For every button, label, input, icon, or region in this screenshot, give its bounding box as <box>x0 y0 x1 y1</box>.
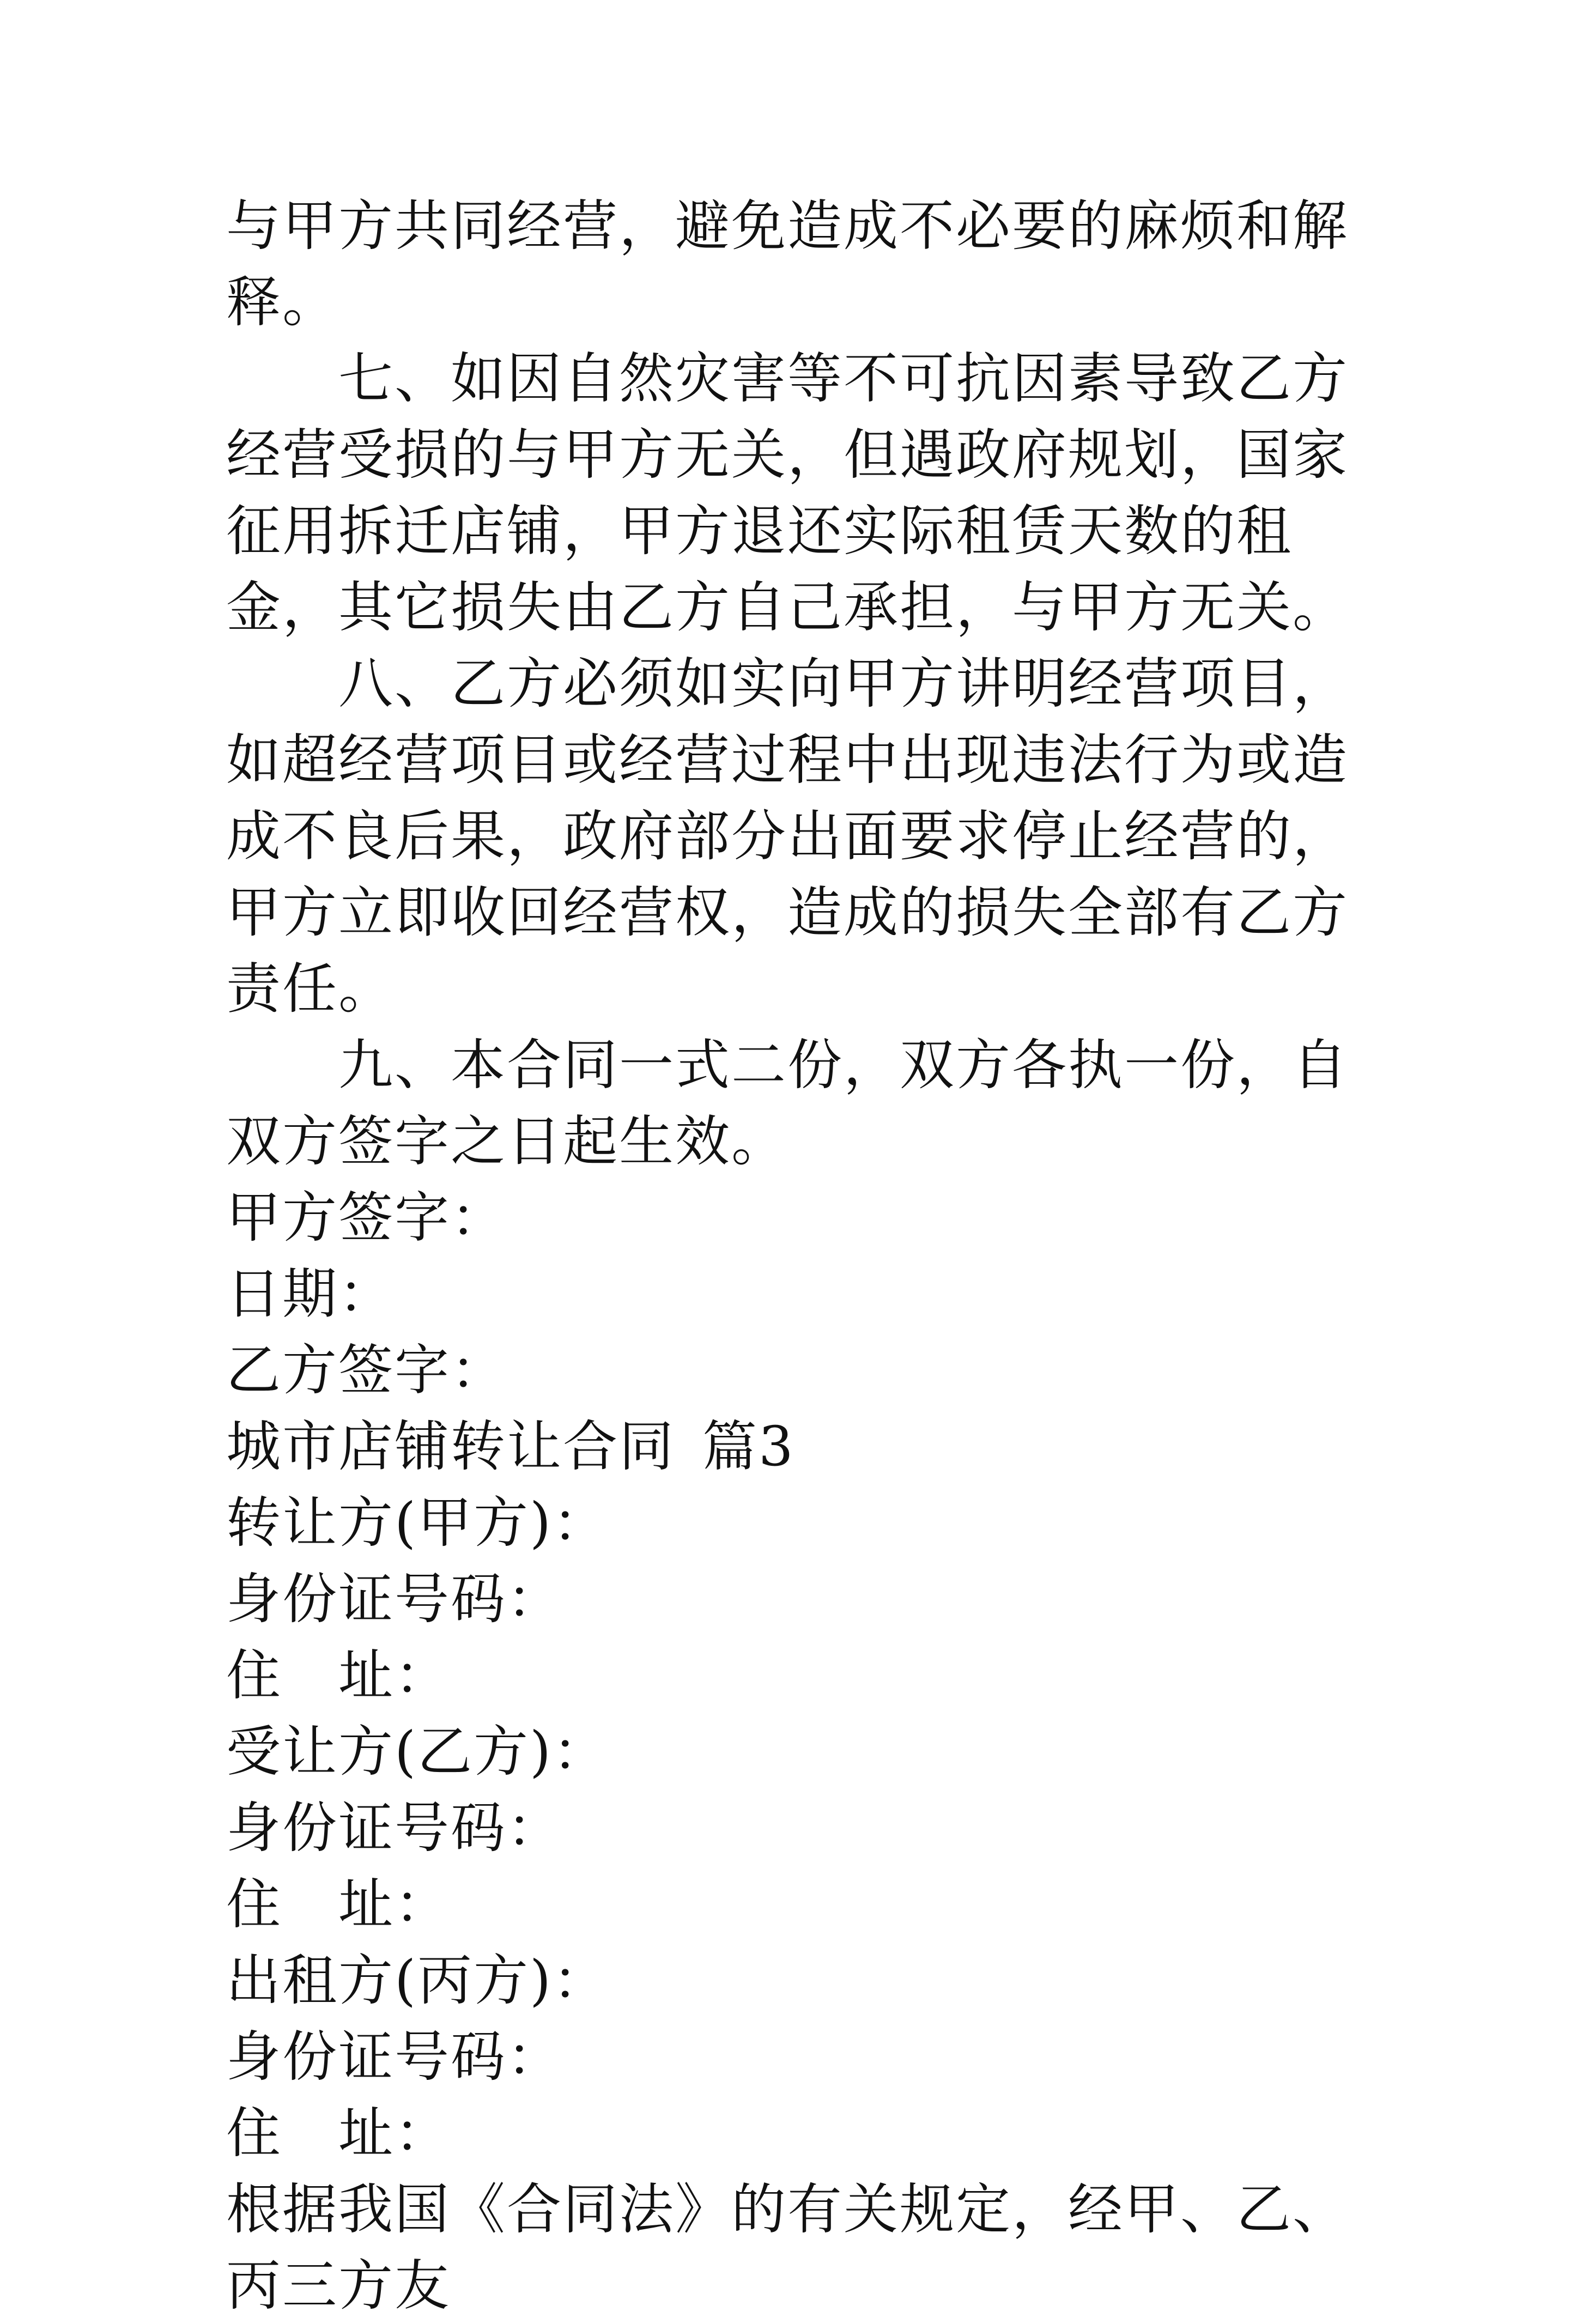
document-page <box>226 188 1360 2324</box>
transferor-address-line: 住 址： <box>226 1643 451 1707</box>
lessor-line: 出租方(丙方)： <box>226 1949 609 2012</box>
party-a-signature-line: 甲方签字： <box>226 1186 507 1249</box>
lessor-address-line: 住 址： <box>226 2101 451 2165</box>
section-title: 城市店铺转让合同 <box>226 1415 675 1478</box>
date-line: 日期： <box>226 1262 395 1326</box>
transferor-id-line: 身份证号码： <box>226 1567 563 1631</box>
continuation-paragraph: 与甲方共同经营，避免造成不必要的麻烦和解释。 <box>226 194 1349 334</box>
transferee-line: 受让方(乙方)： <box>226 1720 609 1783</box>
clause-8: 八、乙方必须如实向甲方讲明经营项目，如超经营项目或经营过程中出现违法行为或造成不良后果，政府部分出面要求停止经营的，甲方立即收回经营权，造成的损失全部有乙方责任。 <box>226 652 1349 1021</box>
transferor-line: 转让方(甲方)： <box>226 1491 609 1555</box>
section-heading <box>226 1409 1360 1485</box>
section-number-label: 篇 <box>702 1415 759 1478</box>
preamble-paragraph: 根据我国《合同法》的有关规定，经甲、乙、丙三方友 <box>226 2177 1349 2317</box>
section-number: 3 <box>759 1415 795 1478</box>
clause-7: 七、如因自然灾害等不可抗因素导致乙方经营受损的与甲方无关，但遇政府规划，国家征用拆迁店铺，甲方退还实际租赁天数的租金，其它损失由乙方自己承担，与甲方无关。 <box>226 347 1349 639</box>
lessor-id-line: 身份证号码： <box>226 2025 563 2089</box>
transferee-address-line: 住 址： <box>226 1872 451 1936</box>
clause-9: 九、本合同一式二份，双方各执一份，自双方签字之日起生效。 <box>226 1033 1349 1173</box>
party-b-signature-line: 乙方签字： <box>226 1338 507 1402</box>
transferee-id-line: 身份证号码： <box>226 1796 563 1860</box>
